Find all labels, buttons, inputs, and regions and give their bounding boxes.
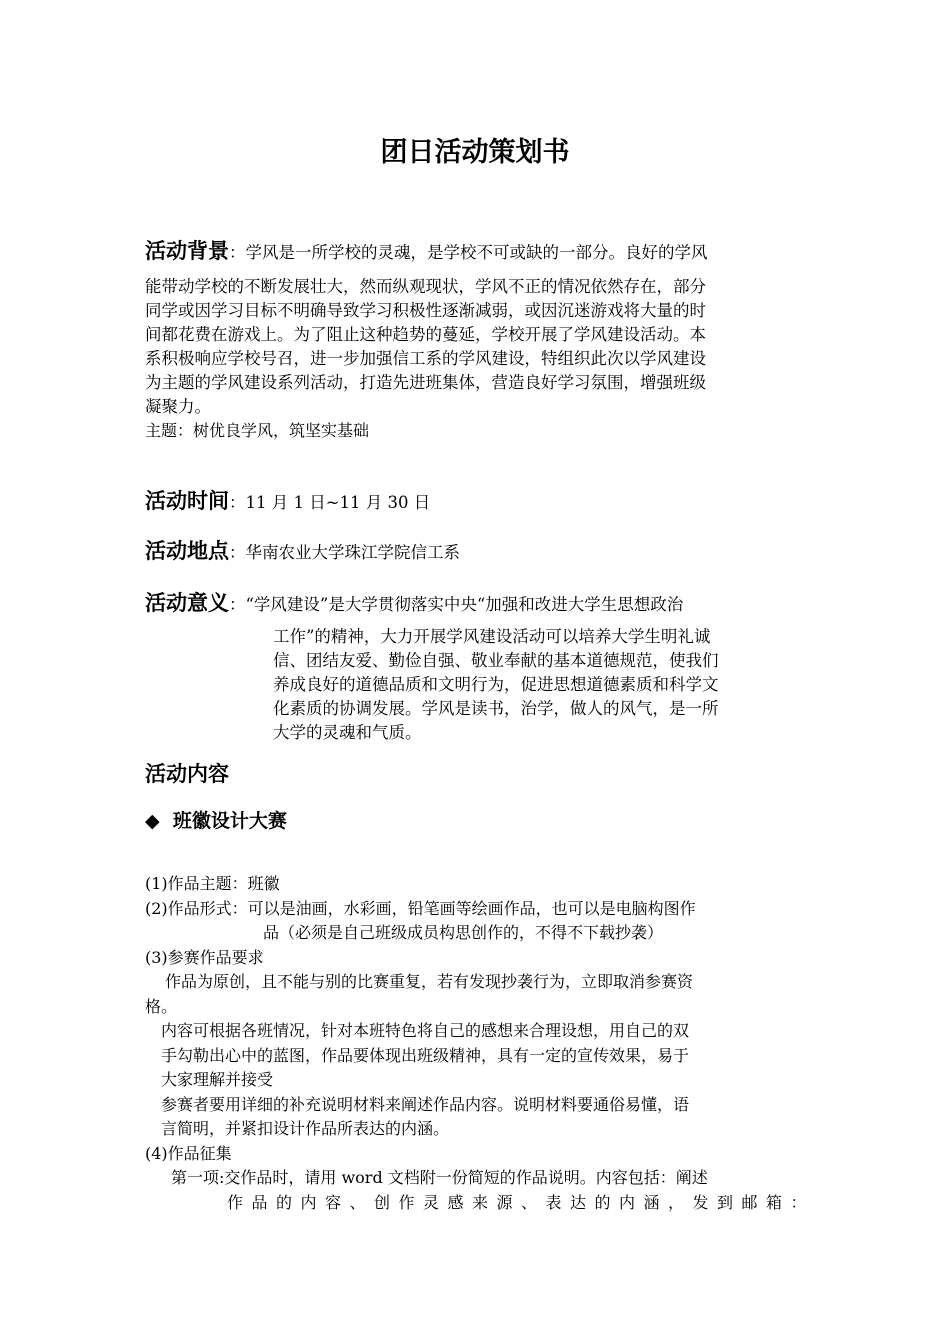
meaning-heading: 活动意义: [145, 591, 229, 615]
place-section: [145, 536, 805, 566]
background-heading: 活动背景: [145, 239, 229, 263]
collect-first-cont: 作品的内容、创作灵感来源、表达的内涵，发到邮箱：: [227, 1192, 816, 1212]
background-line: 为主题的学风建设系列活动，打造先进班集体，营造良好学习氛围，增强班级: [145, 373, 706, 392]
meaning-line: 信、团结友爱、勤俭自强、敬业奉献的基本道德规范，使我们: [273, 651, 719, 670]
req-content: 大家理解并接受: [161, 1070, 274, 1089]
meaning-body: [145, 625, 805, 745]
req-original-cont: 格。: [145, 996, 178, 1016]
time-sep: ：: [229, 493, 246, 512]
item-collection: (4)作品征集: [145, 1143, 232, 1163]
background-line: 间都花费在游戏上。为了阻止这种趋势的蔓延，学校开展了学风建设活动。本: [145, 325, 706, 344]
time-heading: 活动时间: [145, 489, 229, 513]
time-value: 11 月 1 日~11 月 30 日: [245, 493, 431, 512]
background-line: 凝聚力。: [145, 397, 211, 416]
background-sep: ：: [229, 243, 246, 262]
meaning-section: [145, 588, 805, 745]
background-body: [145, 275, 805, 443]
meaning-sep: ：: [229, 595, 246, 614]
content-heading: 活动内容: [145, 762, 229, 786]
place-value: 华南农业大学珠江学院信工系: [245, 543, 460, 562]
req-explain: 参赛者要用详细的补充说明材料来阐述作品内容。说明材料要通俗易懂，语: [161, 1094, 690, 1114]
document-title: 团日活动策划书: [380, 137, 570, 168]
req-explain: 言简明，并紧扣设计作品所表达的内涵。: [161, 1119, 450, 1138]
req-content: 手勾勒出心中的蓝图，作品要体现出班级精神，具有一定的宣传效果，易于: [161, 1045, 690, 1065]
background-section: [145, 236, 805, 443]
background-line: 系积极响应学校号召，进一步加强信工系的学风建设，特组织此次以学风建设: [145, 349, 706, 368]
background-theme: 主题：树优良学风，筑坚实基础: [145, 421, 370, 440]
time-section: [145, 486, 805, 516]
contest-details: [145, 872, 816, 1215]
item-theme: (1)作品主题：班徽: [145, 874, 280, 893]
background-line: 能带动学校的不断发展壮大，然而纵观现状，学风不正的情况依然存在，部分: [145, 277, 706, 296]
item-form: (2)作品形式：可以是油画，水彩画，铅笔画等绘画作品，也可以是电脑构图作: [145, 898, 696, 918]
meaning-line: 大学的灵魂和气质。: [273, 723, 422, 742]
background-line: 同学或因学习目标不明确导致学习积极性逐渐减弱，或因沉迷游戏将大量的时: [145, 301, 706, 320]
contest-heading: [145, 807, 805, 835]
diamond-bullet-icon: ◆: [145, 810, 160, 832]
background-first-line: 学风是一所学校的灵魂，是学校不可或缺的一部分。良好的学风: [245, 243, 708, 262]
content-section: [145, 758, 805, 835]
req-original: 作品为原创，且不能与别的比赛重复，若有发现抄袭行为，立即取消参赛资: [165, 972, 694, 991]
item-form-cont: 品（必须是自己班级成员构思创作的，不得不下载抄袭）: [263, 923, 664, 942]
item-requirements: (3)参赛作品要求: [145, 947, 264, 967]
place-heading: 活动地点: [145, 539, 229, 563]
contest-title: 班徽设计大赛: [172, 810, 287, 832]
meaning-first-line: “学风建设”是大学贯彻落实中央“加强和改进大学生思想政治: [245, 595, 684, 614]
meaning-line: 工作”的精神，大力开展学风建设活动可以培养大学生明礼诚: [273, 627, 711, 646]
meaning-line: 养成良好的道德品质和文明行为，促进思想道德素质和科学文: [273, 675, 719, 694]
collect-first: 第一项:交作品时，请用 word 文档附一份简短的作品说明。内容包括：阐述: [171, 1168, 708, 1187]
req-content: 内容可根据各班情况，针对本班特色将自己的感想来合理设想，用自己的双: [161, 1021, 690, 1040]
place-sep: ：: [229, 543, 246, 562]
meaning-line: 化素质的协调发展。学风是读书，治学，做人的风气，是一所: [273, 699, 719, 718]
